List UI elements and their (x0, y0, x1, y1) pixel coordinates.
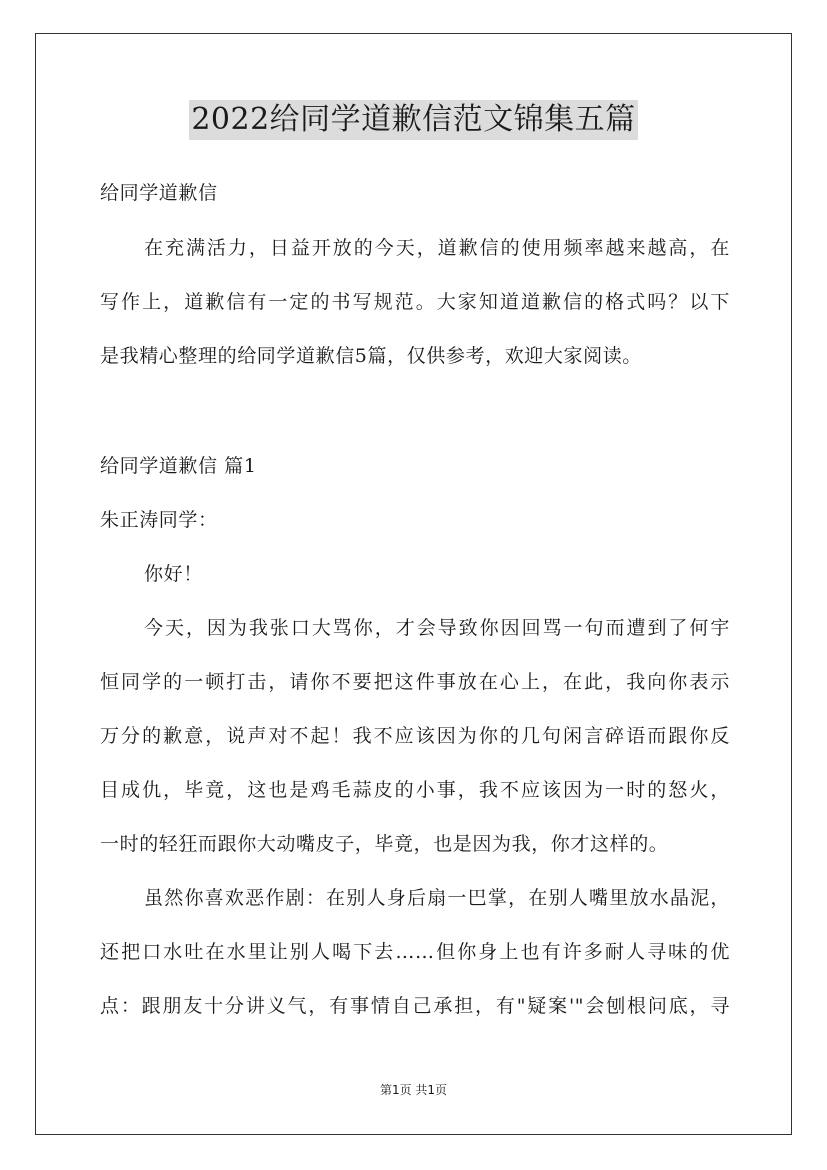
page-footer: 第1页 共1页 (379, 1083, 448, 1097)
para1-line-4: 目成仇，毕竟，这也是鸡毛蒜皮的小事，我不应该因为一时的怒火， (100, 779, 730, 801)
para1-line-5: 一时的轻狂而跟你大动嘴皮子，毕竟，也是因为我，你才这样的。 (100, 833, 669, 855)
intro-line-1: 在充满活力，日益开放的今天，道歉信的使用频率越来越高，在 (144, 237, 730, 259)
document-title: 2022给同学道歉信范文锦集五篇 (189, 100, 637, 140)
para1-line-2: 恒同学的一顿打击，请你不要把这件事放在心上，在此，我向你表示 (100, 671, 730, 693)
para1-line-1: 今天，因为我张口大骂你，才会导致你因回骂一句而遭到了何宇 (144, 617, 730, 639)
para2-line-3: 点：跟朋友十分讲义气，有事情自己承担，有"疑案'"会刨根问底，寻 (100, 995, 730, 1017)
article-heading: 给同学道歉信 篇1 (100, 455, 257, 477)
intro-line-2: 写作上，道歉信有一定的书写规范。大家知道道歉信的格式吗？以下 (100, 291, 730, 313)
salutation: 朱正涛同学： (100, 509, 218, 531)
para2-line-1: 虽然你喜欢恶作剧：在别人身后扇一巴掌，在别人嘴里放水晶泥， (144, 887, 730, 909)
intro-line-3: 是我精心整理的给同学道歉信5篇，仅供参考，欢迎大家阅读。 (100, 345, 642, 367)
document-title-wrap (0, 100, 827, 140)
section-heading: 给同学道歉信 (100, 182, 218, 204)
para1-line-3: 万分的歉意，说声对不起！我不应该因为你的几句闲言碎语而跟你反 (100, 725, 730, 747)
greeting: 你好！ (144, 563, 203, 585)
para2-line-2: 还把口水吐在水里让别人喝下去……但你身上也有许多耐人寻味的优 (100, 941, 730, 963)
